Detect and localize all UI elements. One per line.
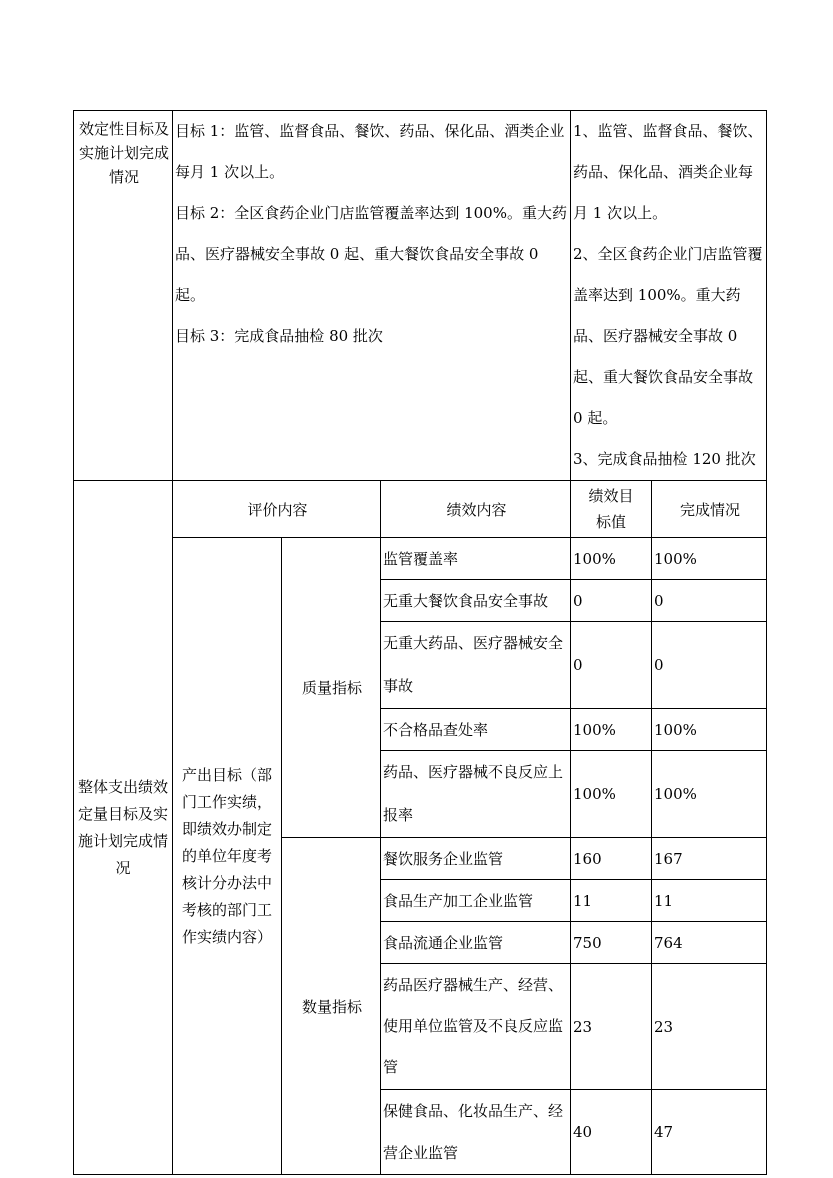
quantity-result: 23 [652, 964, 767, 1090]
quantity-content: 食品流通企业监管 [381, 922, 571, 964]
result-goal-1: 1、监管、监督食品、餐饮、药品、保化品、酒类企业每月 1 次以上。 [573, 122, 763, 222]
quantity-result: 11 [652, 880, 767, 922]
quality-target: 100% [571, 538, 652, 580]
header-result: 完成情况 [652, 481, 767, 538]
quality-result: 100% [652, 751, 767, 838]
quality-content: 无重大药品、医疗器械安全事故 [381, 622, 571, 709]
quality-content: 药品、医疗器械不良反应上报率 [381, 751, 571, 838]
quantity-result: 47 [652, 1090, 767, 1175]
quantity-target: 40 [571, 1090, 652, 1175]
quantity-content: 保健食品、化妆品生产、经营企业监管 [381, 1090, 571, 1175]
quantity-content: 食品生产加工企业监管 [381, 880, 571, 922]
header-evaluation: 评价内容 [173, 481, 381, 538]
quality-result: 0 [652, 580, 767, 622]
quality-content: 无重大餐饮食品安全事故 [381, 580, 571, 622]
header-target: 绩效目标值 [571, 481, 652, 538]
quantitative-label: 整体支出绩效定量目标及实施计划完成情况 [74, 481, 173, 1175]
quantity-content: 药品医疗器械生产、经营、使用单位监管及不良反应监管 [381, 964, 571, 1090]
plan-goal-1: 目标 1：监管、监督食品、餐饮、药品、保化品、酒类企业每月 1 次以上。 [175, 122, 565, 181]
quantitative-header-row [74, 481, 767, 538]
qualitative-row [74, 111, 767, 481]
result-goal-2: 2、全区食药企业门店监管覆盖率达到 100%。重大药品、医疗器械安全事故 0 起、重大餐饮食品安全事故 0 起。 [573, 245, 763, 427]
quantity-target: 11 [571, 880, 652, 922]
qualitative-plan-cell [173, 111, 571, 481]
quality-target: 0 [571, 622, 652, 709]
result-goal-3: 3、完成食品抽检 120 批次 [573, 450, 756, 468]
quality-target: 100% [571, 751, 652, 838]
quantity-result: 167 [652, 838, 767, 880]
quality-target: 100% [571, 709, 652, 751]
quantity-target: 160 [571, 838, 652, 880]
qualitative-result-cell [571, 111, 767, 481]
output-target-label: 产出目标（部门工作实绩，即绩效办制定的单位年度考核计分办法中考核的部门工作实绩内容） [173, 538, 282, 1175]
table-row [74, 538, 767, 580]
plan-goal-3: 目标 3：完成食品抽检 80 批次 [175, 327, 383, 345]
quality-result: 100% [652, 709, 767, 751]
header-performance: 绩效内容 [381, 481, 571, 538]
plan-goal-2: 目标 2：全区食药企业门店监管覆盖率达到 100%。重大药品、医疗器械安全事故 0 起、重大餐饮食品安全事故 0 起。 [175, 204, 567, 304]
performance-table [73, 110, 767, 1175]
quantity-result: 764 [652, 922, 767, 964]
qualitative-label: 效定性目标及实施计划完成情况 [74, 111, 173, 481]
quantity-content: 餐饮服务企业监管 [381, 838, 571, 880]
quality-indicator-label: 质量指标 [282, 538, 381, 838]
quality-target: 0 [571, 580, 652, 622]
quality-result: 100% [652, 538, 767, 580]
quantity-target: 750 [571, 922, 652, 964]
quantity-target: 23 [571, 964, 652, 1090]
quality-content: 监管覆盖率 [381, 538, 571, 580]
quality-result: 0 [652, 622, 767, 709]
quantity-indicator-label: 数量指标 [282, 838, 381, 1175]
quality-content: 不合格品查处率 [381, 709, 571, 751]
